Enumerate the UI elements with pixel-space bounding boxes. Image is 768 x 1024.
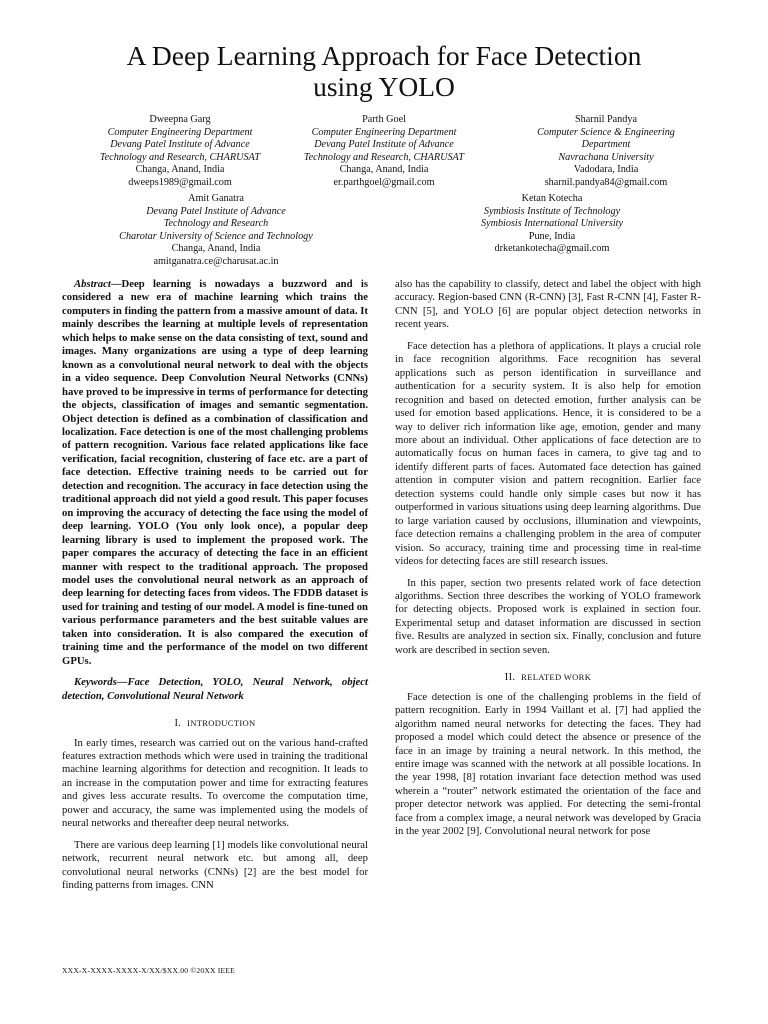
title-line-2: using YOLO <box>313 71 455 102</box>
author-block-1 <box>70 114 290 190</box>
paragraph: also has the capability to classify, detect and label the object with high accuracy. Region-based CNN (R-CNN) [3], Fast R-CNN [4], Faster R-CNN [5], and YOLO [6] are popular object detection networks in recent years. <box>395 278 701 331</box>
abstract-dash: — <box>110 278 122 290</box>
abstract <box>62 278 368 668</box>
title-line-1: A Deep Learning Approach for Face Detection <box>126 40 642 71</box>
paper-title <box>40 40 728 102</box>
author-affiliation: Symbiosis Institute of Technology <box>483 205 621 217</box>
author-affiliation: Devang Patel Institute of Advance <box>110 139 250 151</box>
section-heading-related-work <box>395 671 701 684</box>
author-location: Changa, Anand, India <box>339 164 429 176</box>
author-affiliation: Devang Patel Institute of Advance <box>146 205 286 217</box>
paragraph: In early times, research was carried out on the various hand-crafted features extraction methods which were used in training the traditional machine learning algorithms for detection and recognition. It leads to an increase in the computation power and time for extracting features and gives less accurate results. To overcome the computation time, power and accuracy, the same was implemented using the models of neural networks and thereafter deep neural networks. <box>62 736 368 830</box>
author-email: amitganatra.ce@charusat.ac.in <box>153 255 279 267</box>
section-number: II. <box>504 672 516 684</box>
left-column <box>62 278 368 900</box>
author-email: er.parthgoel@gmail.com <box>333 176 435 188</box>
author-location: Changa, Anand, India <box>135 164 225 176</box>
section-heading-introduction <box>62 717 368 730</box>
abstract-label: Abstract <box>74 278 111 290</box>
author-location: Changa, Anand, India <box>171 243 261 255</box>
author-location: Vadodara, India <box>573 164 639 176</box>
paragraph: Face detection is one of the challenging problems in the field of pattern recognition. Early in 1994 Vaillant et al. [7] had applied the algorithm named neural networks for detecting the faces. They had proposed a model which could detect the absence or presence of the face in an image by training a neural network. In this method, the entire image was scanned with the network at all possible locations. In the year 1998, [8] rotation invariant face detection method was used wherein a “router” network estimated the orientation of the face and proper detector network was applied. For detecting the semi-frontal face from a complex image, a neural network was developed by Gracia in the year 2002 [9]. Convolutional neural network for pose <box>395 690 701 838</box>
section-number: I. <box>174 718 182 730</box>
author-affiliation: Navrachana University <box>558 151 654 163</box>
author-email: sharnil.pandya84@gmail.com <box>544 176 668 188</box>
author-block-4 <box>96 193 336 269</box>
author-email: dweeps1989@gmail.com <box>128 176 232 188</box>
author-name: Dweepna Garg <box>149 114 211 125</box>
author-block-2 <box>274 114 494 190</box>
author-affiliation: Devang Patel Institute of Advance <box>314 139 454 151</box>
author-name: Sharnil Pandya <box>575 114 637 125</box>
author-name: Parth Goel <box>362 114 406 125</box>
author-affiliation: Charotar University of Science and Technology <box>119 230 313 242</box>
paragraph: There are various deep learning [1] models like convolutional neural network, recurrent neural network etc. but among all, deep convolutional neural networks (CNNs) [2] are the best model for finding patterns from images. CNN <box>62 838 368 892</box>
author-location: Pune, India <box>528 230 576 242</box>
paragraph: Face detection has a plethora of applications. It plays a crucial role in face recognition algorithms. Face recognition has several applications such as person identification in surveillance and authentication for a security system. It is also help for emotion recognition and based on detected emotion, further analysis can be used for emotion based applications. Hence, it is considered to be a way to deliver rich information like age, emotion, gender and many more about an individual. Other applications of face detection are to automatically focus on human faces in camera, to give tag and to identify different parts of faces. Automated face detection has gained attention in computer vision and pattern recognition. Earlier face detection systems could handle only simple cases but now it has outperformed in various situations using deep learning algorithms. Due to large variation caused by occlusions, illumination and viewpoints, face detection remains a challenging problem in the area of computer vision. So accuracy, training time and processing time in real-time videos for detecting faces are still research issues. <box>395 339 701 568</box>
section-title: INTRODUCTION <box>187 718 256 729</box>
author-affiliation: Technology and Research, CHARUSAT <box>99 151 261 163</box>
section-title: RELATED WORK <box>521 672 592 683</box>
author-affiliation: Computer Engineering Department <box>311 126 457 138</box>
author-affiliation: Symbiosis International University <box>480 218 624 230</box>
right-column <box>395 278 701 847</box>
author-affiliation: Department <box>581 139 631 151</box>
author-name: Amit Ganatra <box>188 193 244 204</box>
keywords: Keywords—Face Detection, YOLO, Neural Network, object detection, Convolutional Neural Network <box>62 676 368 702</box>
author-block-3 <box>496 114 716 190</box>
author-affiliation: Computer Science & Engineering <box>537 126 675 138</box>
author-affiliation: Technology and Research, CHARUSAT <box>303 151 465 163</box>
author-affiliation: Technology and Research <box>163 218 269 230</box>
abstract-text: Deep learning is nowadays a buzzword and is considered a new era of machine learning which trains the computers in finding the pattern from a massive amount of data. It mainly describes the learning at multiple levels of representation which helps to make sense on the data consisting of text, sound and images. Many organizations are using a type of deep learning known as a convolutional neural network to deal with the objects in a video sequence. Deep Convolution Neural Networks (CNNs) have proved to be impressive in terms of performance for detecting the objects, classification of images and semantic segmentation. Object detection is defined as a combination of classification and localization. Face detection is one of the most challenging problems of pattern recognition. Various face related applications like face verification, facial recognition, clustering of face etc. are a part of face detection. Effective training needs to be carried out for detection and recognition. The accuracy in face detection using the traditional approach did not yield a good result. This paper focuses on improving the accuracy of detecting the face using the model of deep learning. YOLO (You only look once), a popular deep learning library is used to implement the proposed work. The paper compares the accuracy of detecting the face in an efficient manner with respect to the traditional approach. The proposed model uses the convolutional neural network as an approach of deep learning for detecting faces from videos. The FDDB dataset is used for training and testing of our model. A model is fine-tuned on various performance parameters and the best suitable values are taken into consideration. It is also compared the execution of training time and the performance of the model on two different GPUs. <box>62 278 368 667</box>
paragraph: In this paper, section two presents related work of face detection algorithms. Section three describes the working of YOLO framework for detecting objects. Proposed work is explained in section four. Experimental setup and dataset information are discussed in section five. Results are analyzed in section six. Finally, conclusion and future work are described in section seven. <box>395 576 701 656</box>
author-block-5 <box>442 193 662 256</box>
copyright-footer: XXX-X-XXXX-XXXX-X/XX/$XX.00 ©20XX IEEE <box>62 966 236 975</box>
author-email: drketankotecha@gmail.com <box>494 243 610 255</box>
author-name: Ketan Kotecha <box>521 193 583 204</box>
author-affiliation: Computer Engineering Department <box>107 126 253 138</box>
